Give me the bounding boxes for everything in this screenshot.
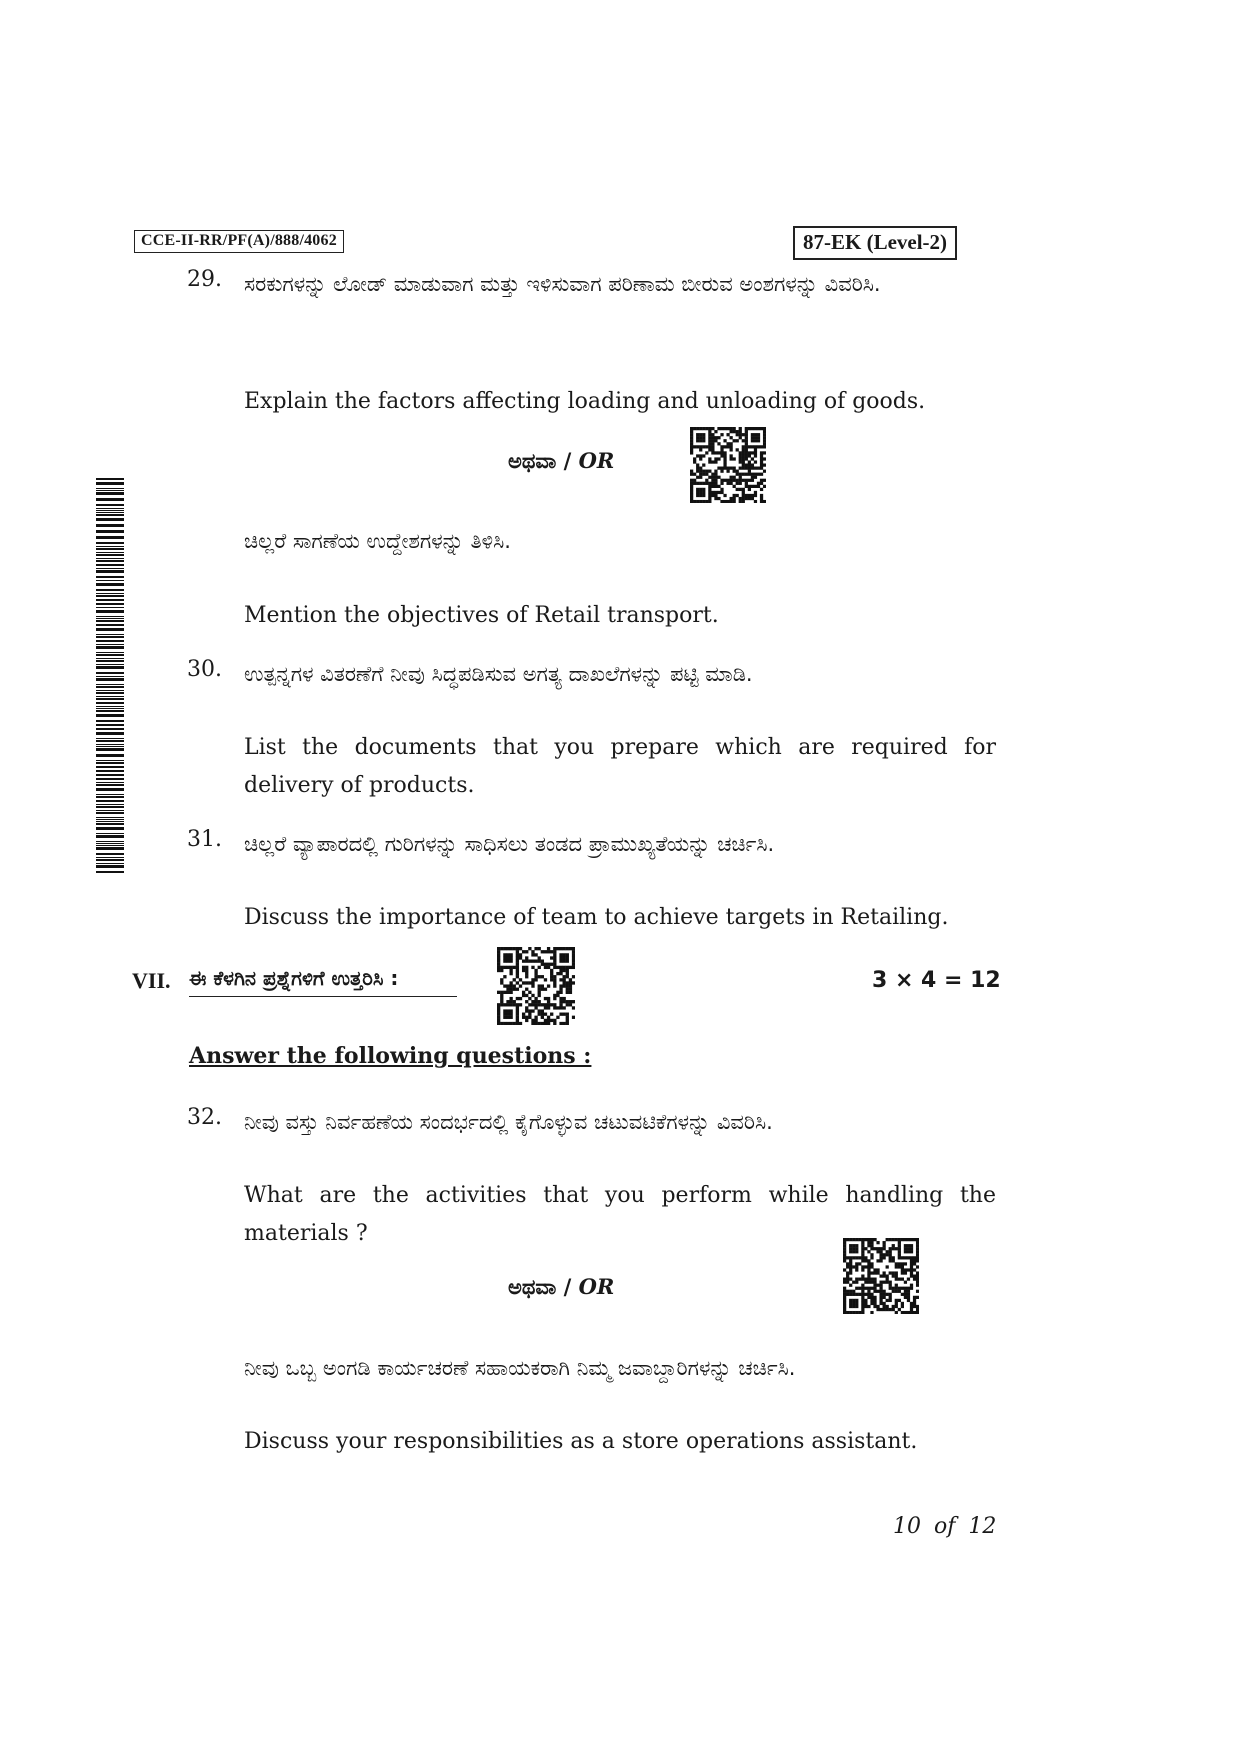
barcode xyxy=(96,478,124,873)
question-32-kannada: ನೀವು ವಸ್ತು ನಿರ್ವಹಣೆಯ ಸಂದರ್ಭದಲ್ಲಿ ಕೈಗೊಳ್ಳುವ ಚಟುವಟಿಕೆಗಳನ್ನು ವಿವರಿಸಿ. xyxy=(244,1110,773,1134)
question-32-alt-english: Discuss your responsibilities as a store operations assistant. xyxy=(244,1429,918,1454)
question-29-english: Explain the factors affecting loading and unloading of goods. xyxy=(244,389,926,414)
question-29-alt-kannada: ಚಿಲ್ಲರೆ ಸಾಗಣೆಯ ಉದ್ದೇಶಗಳನ್ನು ತಿಳಿಸಿ. xyxy=(244,529,511,553)
question-29-alt-english: Mention the objectives of Retail transport. xyxy=(244,603,719,628)
question-30-english: List the documents that you prepare which are required for delivery of products. xyxy=(244,735,996,798)
qr-code-2 xyxy=(497,947,575,1025)
section-roman-numeral: VII. xyxy=(132,968,171,993)
level-code: 87-EK (Level-2) xyxy=(793,226,957,260)
question-number-30: 30. xyxy=(187,657,222,682)
question-number-31: 31. xyxy=(187,827,222,852)
or-kannada: ಅಥವಾ / xyxy=(508,448,572,473)
or-english: OR xyxy=(578,1274,615,1299)
question-29-kannada: ಸರಕುಗಳನ್ನು ಲೋಡ್ ಮಾಡುವಾಗ ಮತ್ತು ಇಳಿಸುವಾಗ ಪರಿಣಾಮ ಬೀರುವ ಅಂಶಗಳನ್ನು ವಿವರಿಸಿ. xyxy=(244,272,881,296)
section-kannada-heading: ಈ ಕೆಳಗಿನ ಪ್ರಶ್ನೆಗಳಿಗೆ ಉತ್ತರಿಸಿ : xyxy=(189,966,457,997)
qr-code-3 xyxy=(843,1238,919,1314)
question-30-kannada: ಉತ್ಪನ್ನಗಳ ವಿತರಣೆಗೆ ನೀವು ಸಿದ್ಧಪಡಿಸುವ ಅಗತ್ಯ ದಾಖಲೆಗಳನ್ನು ಪಟ್ಟಿ ಮಾಡಿ. xyxy=(244,662,753,686)
section-english-heading: Answer the following questions : xyxy=(189,1043,592,1069)
question-31-english: Discuss the importance of team to achieve targets in Retailing. xyxy=(244,905,949,930)
or-separator-32 xyxy=(508,1274,614,1300)
question-32-alt-kannada: ನೀವು ಒಬ್ಬ ಅಂಗಡಿ ಕಾರ್ಯಚರಣೆ ಸಹಾಯಕರಾಗಿ ನಿಮ್ಮ ಜವಾಬ್ದಾರಿಗಳನ್ನು ಚರ್ಚಿಸಿ. xyxy=(244,1356,796,1380)
question-number-32: 32. xyxy=(187,1105,222,1130)
qr-code-1 xyxy=(690,427,766,503)
section-marks: 3 × 4 = 12 xyxy=(872,968,1001,993)
question-number-29: 29. xyxy=(187,267,222,292)
question-31-kannada: ಚಿಲ್ಲರೆ ವ್ಯಾಪಾರದಲ್ಲಿ ಗುರಿಗಳನ್ನು ಸಾಧಿಸಲು ತಂಡದ ಪ್ರಾಮುಖ್ಯತೆಯನ್ನು ಚರ್ಚಿಸಿ. xyxy=(244,832,775,856)
paper-code: CCE-II-RR/PF(A)/888/4062 xyxy=(134,230,344,253)
or-separator-29 xyxy=(508,448,614,474)
or-kannada: ಅಥವಾ / xyxy=(508,1274,572,1299)
page-number: 10 of 12 xyxy=(893,1514,997,1539)
or-english: OR xyxy=(578,448,615,473)
question-32-english: What are the activities that you perform while handling the materials ? xyxy=(244,1183,996,1246)
